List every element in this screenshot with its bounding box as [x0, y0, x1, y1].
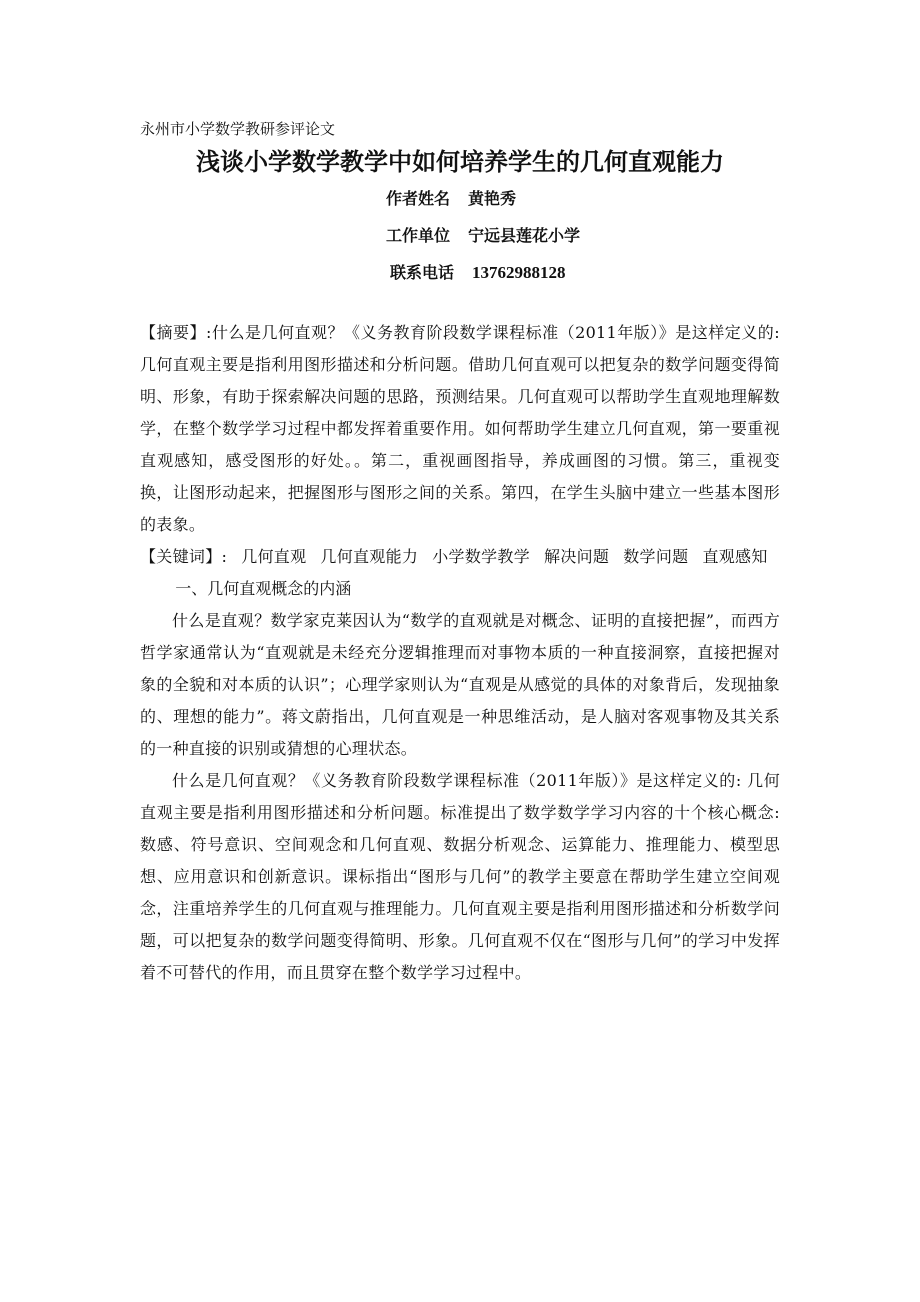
phone-label: 联系电话 — [390, 263, 455, 282]
author-info — [386, 180, 780, 291]
keyword-item: 小学数学教学 — [432, 547, 531, 566]
document-page — [140, 118, 780, 989]
phone-number: 13762988128 — [472, 263, 566, 282]
keywords-label: 【关键词】: — [140, 547, 228, 566]
section-heading: 一、几何直观概念的内涵 — [175, 579, 352, 598]
paper-title: 浅谈小学数学教学中如何培养学生的几何直观能力 — [196, 148, 724, 176]
paragraph: 什么是几何直观？《义务教育阶段数学课程标准（2011年版）》是这样定义的: 几何直观主要是指利用图形描述和分析问题。标准提出了数学数学学习内容的十个核心概念: 数感、符号意识、空间观念和几何直观、数据分析观念、运算能力、推理能力、模型思想、应用意识和创新意识。课标指出“图形与几何”的教学主要意在帮助学生建立空间观念，注重培养学生的几何直观与推理能力。几何直观主要是指利用图形描述和分析数学问题，可以把复杂的数学问题变得简明、形象。几何直观不仅在“图形与几何”的学习中发挥着不可替代的作用，而且贯穿在整个数学学习过程中。 — [140, 771, 780, 982]
keyword-item: 解决问题 — [544, 547, 610, 566]
keyword-item: 直观感知 — [702, 547, 768, 566]
keywords — [140, 541, 780, 573]
unit-row — [386, 217, 780, 254]
author-row — [386, 180, 780, 217]
abstract-text: 什么是几何直观？《义务教育阶段数学课程标准（2011年版）》是这样定义的: 几何直观主要是指利用图形描述和分析问题。借助几何直观可以把复杂的数学问题变得简明、形象，有助于探索解决问题的思路，预测结果。几何直观可以帮助学生直观地理解数学，在整个数学学习过程中都发挥着重要作用。如何帮助学生建立几何直观，第一要重视直观感知，感受图形的好处。。第二，重视画图指导，养成画图的习惯。第三，重视变换，让图形动起来，把握图形与图形之间的关系。第四，在学生头脑中建立一些基本图形的表象。 — [140, 323, 780, 534]
keyword-item: 几何直观 — [241, 547, 307, 566]
author-name: 黄艳秀 — [468, 189, 517, 208]
abstract — [140, 317, 780, 541]
abstract-label: 【摘要】: — [140, 323, 212, 342]
header-note: 永州市小学数学教研参评论文 — [140, 120, 336, 138]
unit-name: 宁远县莲花小学 — [468, 226, 581, 245]
author-label: 作者姓名 — [386, 189, 451, 208]
phone-row — [390, 254, 780, 291]
paragraph: 什么是直观？数学家克莱因认为“数学的直观就是对概念、证明的直接把握”，而西方哲学家通常认为“直观就是未经充分逻辑推理而对事物本质的一种直接洞察，直接把握对象的全貌和对本质的认识”；心理学家则认为“直观是从感觉的具体的对象背后，发现抽象的、理想的能力”。蒋文蔚指出，几何直观是一种思维活动，是人脑对客观事物及其关系的一种直接的识别或猜想的心理状态。 — [140, 611, 780, 758]
keyword-item: 数学问题 — [623, 547, 689, 566]
unit-label: 工作单位 — [386, 226, 451, 245]
keyword-item: 几何直观能力 — [320, 547, 419, 566]
